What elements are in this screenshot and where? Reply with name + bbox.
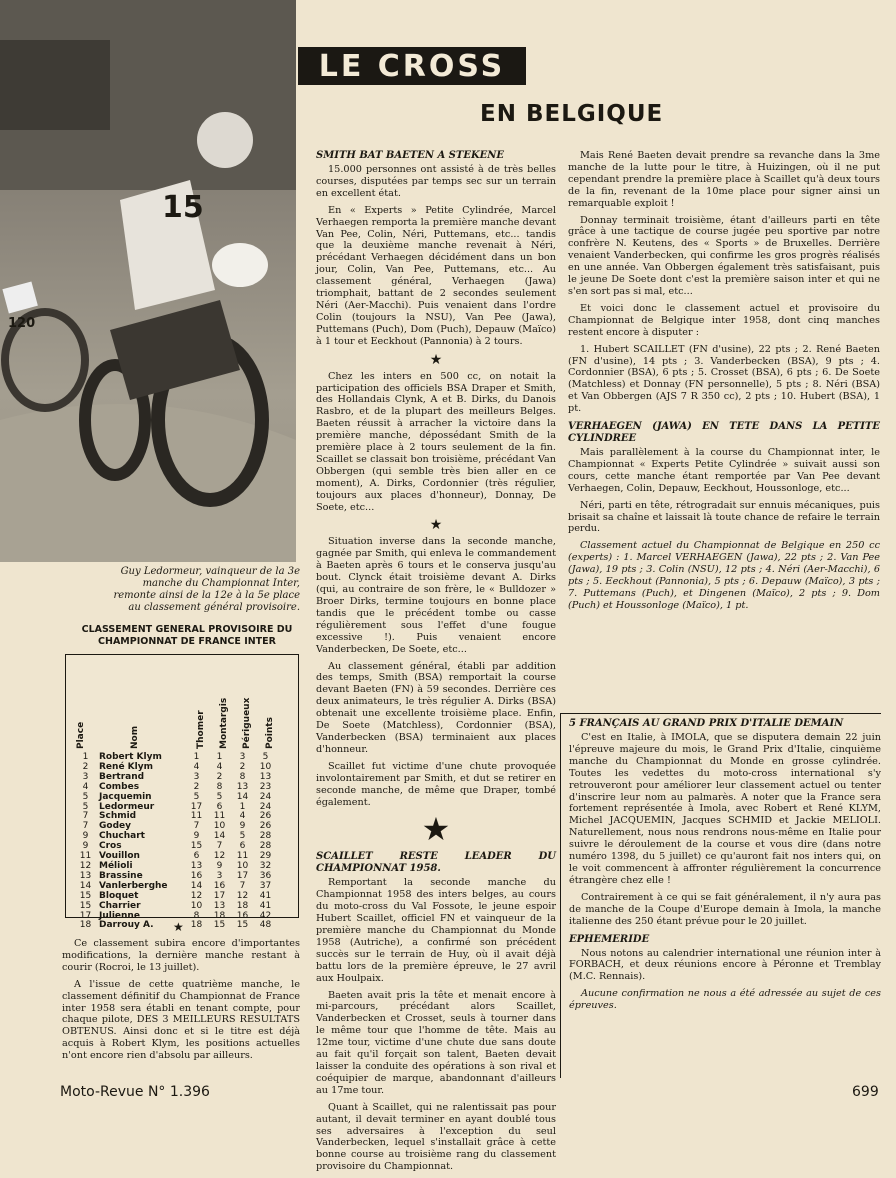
rider-name: Godey	[99, 821, 131, 832]
table-cell: 2	[193, 781, 200, 792]
table-cell: 6	[193, 851, 200, 862]
paragraph: Néri, parti en tête, rétrogradait sur ennuis mécaniques, puis brisait sa chaîne et laissait là toute chance de refaire le terrain perdu.	[568, 499, 880, 535]
table-cell: 7	[216, 841, 223, 852]
column-header: Périgueux	[242, 697, 252, 749]
table-cell: 18	[213, 910, 226, 921]
table-cell: 4	[239, 811, 246, 822]
table-cell: 26	[259, 811, 272, 822]
rider-name: Mélioli	[99, 860, 133, 871]
table-cell: 5	[193, 791, 200, 802]
table-cell: 7	[239, 880, 246, 891]
rider-name: Brassine	[99, 870, 143, 881]
column-header: Montargis	[219, 697, 229, 749]
table-cell: 9	[239, 821, 246, 832]
table-cell: 13	[213, 900, 226, 911]
rider-name: Bertrand	[99, 771, 145, 782]
column-header: Thomer	[196, 710, 206, 749]
paragraph: Scaillet fut victime d'une chute provoquée involontairement par Smith, et dut se retirer en seconde manche, de même que Draper, tombé également.	[316, 760, 556, 808]
rider-name: Ledormeur	[99, 801, 155, 812]
motocross-photo	[0, 0, 296, 562]
table-cell: 14	[236, 791, 249, 802]
section-heading: 5 FRANÇAIS AU GRAND PRIX D'ITALIE DEMAIN	[569, 718, 844, 729]
article-subtitle: EN BELGIQUE	[480, 101, 664, 127]
table-cell: 8	[239, 771, 246, 782]
rider-name: Vanlerberghe	[99, 880, 168, 891]
table-cell: 15	[213, 920, 226, 931]
rider-illustration	[0, 0, 296, 562]
table-cell: 16	[213, 880, 226, 891]
table-cell: 5	[82, 791, 89, 802]
rider-name: Jacquemin	[99, 791, 152, 802]
table-cell: 7	[82, 821, 89, 832]
paragraph: Classement actuel du Championnat de Belgique en 250 cc (experts) : 1. Marcel VERHAEGEN (Jawa), 22 pts ; 2. Van Pee (Jawa), 19 pts ; 3. Colin (NSU), 12 pts ; 4. Néri (Aer-Macchi), 6 pts ; 5. Eeckhout (Pannonia), 5 pts ; 6. Depauw (Maïco), 3 pts ; 7. Puttemans (Puch), et Dingenen (Maïco), 2 pts ; 9. Dom (Puch) et Houssonloge (Maïco), 1 pt.	[568, 540, 880, 611]
table-cell: 2	[216, 771, 223, 782]
table-cell: 5	[239, 831, 246, 842]
paragraph: A l'issue de cette quatrième manche, le classement définitif du Championnat de France inter 1958 sera établi en tenant compte, pour chaque pilote, DES 3 MEILLEURS RESULTATS OBTENUS. Ainsi donc et si le titre est déjà acquis à Robert Klym, les positions actuelles n'ont encore rien d'absolu par ailleurs.	[62, 978, 300, 1062]
table-cell: 13	[236, 781, 249, 792]
table-cell: 13	[259, 771, 272, 782]
table-cell: 8	[193, 910, 200, 921]
table-cell: 17	[213, 890, 226, 901]
table-cell: 18	[190, 920, 203, 931]
rider-name: Darrouy A.	[99, 920, 154, 931]
section-heading: VERHAEGEN (JAWA) EN TETE DANS LA PETITE CYLINDREE	[568, 421, 880, 445]
section-heading: EPHEMERIDE	[569, 933, 650, 945]
table-cell: 36	[259, 870, 272, 881]
table-cell: 23	[259, 781, 272, 792]
table-cell: 12	[79, 860, 92, 871]
table-cell: 9	[82, 831, 89, 842]
rider2-bib-number: 120	[8, 316, 36, 331]
section-heading: SCAILLET RESTE LEADER DU CHAMPIONNAT 1958.	[316, 851, 556, 875]
paragraph: Mais parallèlement à la course du Championnat inter, le Championnat « Experts Petite Cylindrée » suivait aussi son cours, cette manche étant remportée par Van Pee devant Verhaegen, Colin, Depauw, Eeckhout, Houssonloge, etc...	[568, 447, 880, 494]
table-cell: 8	[216, 781, 223, 792]
table-cell: 14	[190, 880, 203, 891]
table-cell: 14	[79, 880, 92, 891]
table-cell: 37	[259, 880, 272, 891]
table-cell: 6	[216, 801, 223, 812]
table-cell: 24	[259, 791, 272, 802]
table-cell: 18	[79, 920, 92, 931]
table-cell: 13	[79, 870, 92, 881]
paragraph: Aucune confirmation ne nous a été adressée au sujet de ces épreuves.	[569, 988, 881, 1012]
paragraph: Mais René Baeten devait prendre sa revanche dans la 3me manche de la lutte pour le titre, à Huizingen, où il ne put cependant prendre la première place à Scaillet qu'à deux tours de la fin, revenant de la 10me place pour signer ainsi un remarquable exploit !	[568, 150, 880, 209]
star-icon: ★	[429, 351, 443, 368]
paragraph: 15.000 personnes ont assisté à de très belles courses, disputées par temps sec sur un terrain en excellent état.	[316, 164, 556, 199]
table-cell: 4	[82, 781, 89, 792]
rider-name: Combes	[99, 781, 140, 792]
column-header: Points	[265, 717, 275, 749]
table-cell: 9	[82, 841, 89, 852]
paragraph: Remportant la seconde manche du Championnat 1958 des inters belges, au cours du moto-cross du Val Fossote, le jeune espoir Hubert Scaillet, officiel FN et vainqueur de la première manche du Championnat du Monde 1958 (Autriche), a confirmé son précédent succès sur le terrain de Huy, où il avait déjà battu lors de la première épreuve, le 27 avril aux Houlpaix.	[316, 877, 556, 984]
paragraph: En « Experts » Petite Cylindrée, Marcel Verhaegen remporta la première manche devant Van Pee, Colin, Néri, Puttemans, etc... tandis que la deuxième manche revenait à Néri, précédant Verhaegen décidément dans un bon jour, Colin, Van Pee, Puttemans, etc... Au classement général, Verhaegen (Jawa) triomphait, battant de 2 secondes seulement Néri (Aer-Macchi). Puis venaient dans l'ordre Colin (toujours la NSU), Van Pee (Jawa), Puttemans (Puch), Dom (Puch), Depauw (Maïco) à 1 tour et Eeckhout (Pannonia) à 2 tours.	[316, 204, 556, 347]
magazine-issue: Moto-Revue N° 1.396	[60, 1084, 210, 1100]
table-cell: 10	[236, 860, 249, 871]
table-cell: 13	[190, 860, 203, 871]
column-2	[568, 150, 880, 617]
table-cell: 10	[213, 821, 226, 832]
table-cell: 12	[190, 890, 203, 901]
table-cell: 2	[82, 761, 89, 772]
table-cell: 11	[236, 851, 249, 862]
rider-name: Chuchart	[99, 831, 145, 842]
rider-name: Robert Klym	[99, 752, 162, 762]
table-cell: 16	[236, 910, 249, 921]
column-header: Place	[76, 721, 86, 749]
star-icon: ★	[173, 920, 184, 934]
table-cell: 24	[259, 801, 272, 812]
table-cell: 12	[236, 890, 249, 901]
table-cell: 3	[193, 771, 200, 782]
table-cell: 9	[193, 831, 200, 842]
table-row	[74, 902, 277, 912]
big-star-icon: ★	[421, 810, 451, 849]
column-header: Nom	[130, 725, 140, 749]
table-cell: 26	[259, 821, 272, 832]
table-cell: 2	[239, 761, 246, 772]
table-cell: 3	[82, 771, 89, 782]
table-cell: 10	[190, 900, 203, 911]
rider-name: Charrier	[99, 900, 141, 911]
classement-table	[65, 654, 299, 931]
rider-name: Cros	[99, 841, 122, 852]
section-heading: SMITH BAT BAETEN A STEKENE	[316, 150, 505, 161]
rider-name: Julienne	[99, 910, 140, 921]
table-cell: 29	[259, 851, 272, 862]
paragraph: Situation inverse dans la seconde manche, gagnée par Smith, qui enleva le commandement à Baeten après 6 tours et le conserva jusqu'au bout. Clynck était troisième devant A. Dirks (qui, au contraire de son frère, le « Bulldozer » Broer Dirks, termine toujours en bonne place tandis que le précédent tombe ou casse régulièrement sous l'effet d'une fougue excessive !). Puis venaient encore Vanderbecken, De Soete, etc...	[316, 536, 556, 655]
table-cell: 17	[79, 910, 92, 921]
paragraph: Ce classement subira encore d'importantes modifications, la dernière manche restant à courir (Rocroi, le 13 juillet).	[62, 938, 300, 973]
table-cell: 3	[216, 870, 223, 881]
table-cell: 1	[193, 752, 200, 762]
paragraph: Nous notons au calendrier international une réunion inter à FORBACH, et deux réunions encore à Péronne et Tremblay (M.C. Rennais).	[569, 947, 881, 983]
table-cell: 12	[213, 851, 226, 862]
table-cell: 5	[216, 791, 223, 802]
table-cell: 10	[259, 761, 272, 772]
table-cell: 11	[190, 811, 203, 822]
article-title: LE CROSS	[298, 47, 526, 85]
star-icon: ★	[429, 517, 443, 534]
table-cell: 5	[262, 752, 269, 762]
paragraph: Donnay terminait troisième, étant d'ailleurs parti en tête grâce à une tactique de course jugée peu sportive par notre confrère N. Keutens, des « Sports » de Bruxelles. Derrière venaient Vanderbecken, qui confirme les gros progrès réalisés en une année. Van Obbergen également très satisfaisant, puis le jeune De Soete dont c'est la première saison inter et qui ne s'en sort pas si mal, etc...	[568, 214, 880, 297]
table-cell: 11	[213, 811, 226, 822]
table-cell: 14	[213, 831, 226, 842]
paragraph: C'est en Italie, à IMOLA, que se disputera demain 22 juin l'épreuve majeure du mois, le Grand Prix d'Italie, cinquième manche du Championnat du Monde en grosse cylindrée. Toutes les vedettes du moto-cross international s'y retrouveront pour améliorer leur classement actuel ou tenter d'inscrire leur nom au palmarès. A noter que la France sera fortement représentée à Imola, avec Robert et René KLYM, Michel JACQUEMIN, Jacques SCHMID et Jackie MELIOLI. Naturellement, nous nous rendrons nous-même en Italie pour suivre le déroulement de la course et vous dire (dans notre numéro 1398, du 5 juillet) ce qu'auront fait nos inters qui, on le voit commencent à affronter régulièrement la concurrence étrangère chez elle !	[569, 732, 881, 886]
italy-gp-box	[560, 713, 881, 1078]
rider-name: René Klym	[99, 761, 153, 772]
table-cell: 41	[259, 900, 272, 911]
classement-rows	[74, 753, 277, 931]
table-cell: 4	[193, 761, 200, 772]
table-cell: 28	[259, 831, 272, 842]
table-cell: 4	[216, 761, 223, 772]
table-cell: 18	[236, 900, 249, 911]
table-cell: 15	[79, 890, 92, 901]
rider-name: Bloquet	[99, 890, 139, 901]
table-cell: 1	[82, 752, 89, 762]
table-cell: 28	[259, 841, 272, 852]
table-cell: 42	[259, 910, 272, 921]
table-cell: 17	[236, 870, 249, 881]
rider-bib-number: 15	[162, 190, 204, 225]
paragraph: Au classement général, établi par addition des temps, Smith (BSA) remportait la course devant Baeten (FN) à 59 secondes. Derrière ces deux animateurs, le très régulier A. Dirks (BSA) obtenait une excellente troisième place. Enfin, De Soete (Matchless), Cordonnier (BSA), Vanderbecken (BSA) terminaient aux places d'honneur.	[316, 660, 556, 755]
table-cell: 16	[190, 870, 203, 881]
table-cell: 9	[216, 860, 223, 871]
table-cell: 15	[79, 900, 92, 911]
table-cell: 7	[82, 811, 89, 822]
rider-name: Schmid	[99, 811, 137, 822]
table-cell: 6	[239, 841, 246, 852]
table-cell: 15	[190, 841, 203, 852]
rider-name: Vouillon	[99, 851, 140, 862]
paragraph: Baeten avait pris la tête et menait encore à mi-parcours, précédant alors Scaillet, Vanderbecken et Crosset, seuls à tourner dans le même tour que l'homme de tête. Mais au 12me tour, victime d'une chute due sans doute au fait qu'il forçait son talent, Baeten devait laisser la conduite des opérations à son rival et coéquipier de marque, abandonnant d'ailleurs au 17me tour.	[316, 989, 556, 1096]
table-cell: 7	[193, 821, 200, 832]
classement-title: CLASSEMENT GENERAL PROVISOIRE DU CHAMPIONNAT DE FRANCE INTER	[81, 624, 293, 647]
table-cell: 5	[82, 801, 89, 812]
table-cell: 3	[239, 752, 246, 762]
classement-notes	[62, 938, 300, 1067]
photo-caption: Guy Ledormeur, vainqueur de la 3e manche du Championnat Inter, remonte ainsi de la 12e à la 5e place au classement général provisoire.	[113, 566, 300, 613]
table-cell: 15	[236, 920, 249, 931]
table-cell: 11	[79, 851, 92, 862]
paragraph: Et voici donc le classement actuel et provisoire du Championnat de Belgique inter 1958, dont cinq manches restent encore à disputer :	[568, 302, 880, 338]
table-cell: 1	[216, 752, 223, 762]
table-cell: 17	[190, 801, 203, 812]
table-cell: 1	[239, 801, 246, 812]
table-cell: 32	[259, 860, 272, 871]
paragraph: Chez les inters en 500 cc, on notait la participation des officiels BSA Draper et Smith, des Hollandais Clynk, A et B. Dirks, du Danois Rasbro, et de la plupart des meilleurs Belges. Baeten réussit à arracher la victoire dans la première manche, dépossédant Smith de la première place à 2 tours seulement de la fin. Scaillet se classait bon troisième, précédant Van Obbergen (qui semble très bien aller en ce moment), A. Dirks, Cordonnier (très régulier, toujours aux places d'honneur), Donnay, De Soete, etc...	[316, 370, 556, 513]
table-cell: 41	[259, 890, 272, 901]
page-number: 699	[852, 1084, 879, 1100]
table-cell: 48	[259, 920, 272, 931]
column-1	[316, 150, 556, 1178]
paragraph: Contrairement à ce qui se fait généralement, il n'y aura pas de manche de la Coupe d'Europe demain à Imola, la manche italienne des 250 étant prévue pour le 20 juillet.	[569, 891, 881, 927]
paragraph: Quant à Scaillet, qui ne ralentissait pas pour autant, il devait terminer en ayant doublé tous ses adversaires à l'exception du seul Vanderbecken, lequel s'installait grâce à cette bonne course au troisième rang du classement provisoire du Championnat.	[316, 1101, 556, 1173]
paragraph: 1. Hubert SCAILLET (FN d'usine), 22 pts ; 2. René Baeten (FN d'usine), 14 pts ; 3. Vanderbecken (BSA), 9 pts ; 4. Cordonnier (BSA), 6 pts ; 5. Crosset (BSA), 6 pts ; 6. De Soete (Matchless) et Donnay (FN personnelle), 5 pts ; 8. Néri (BSA) et Van Obbergen (AJS 7 R 350 cc), 2 pts ; 10. Hubert (BSA), 1 pt.	[568, 343, 880, 415]
